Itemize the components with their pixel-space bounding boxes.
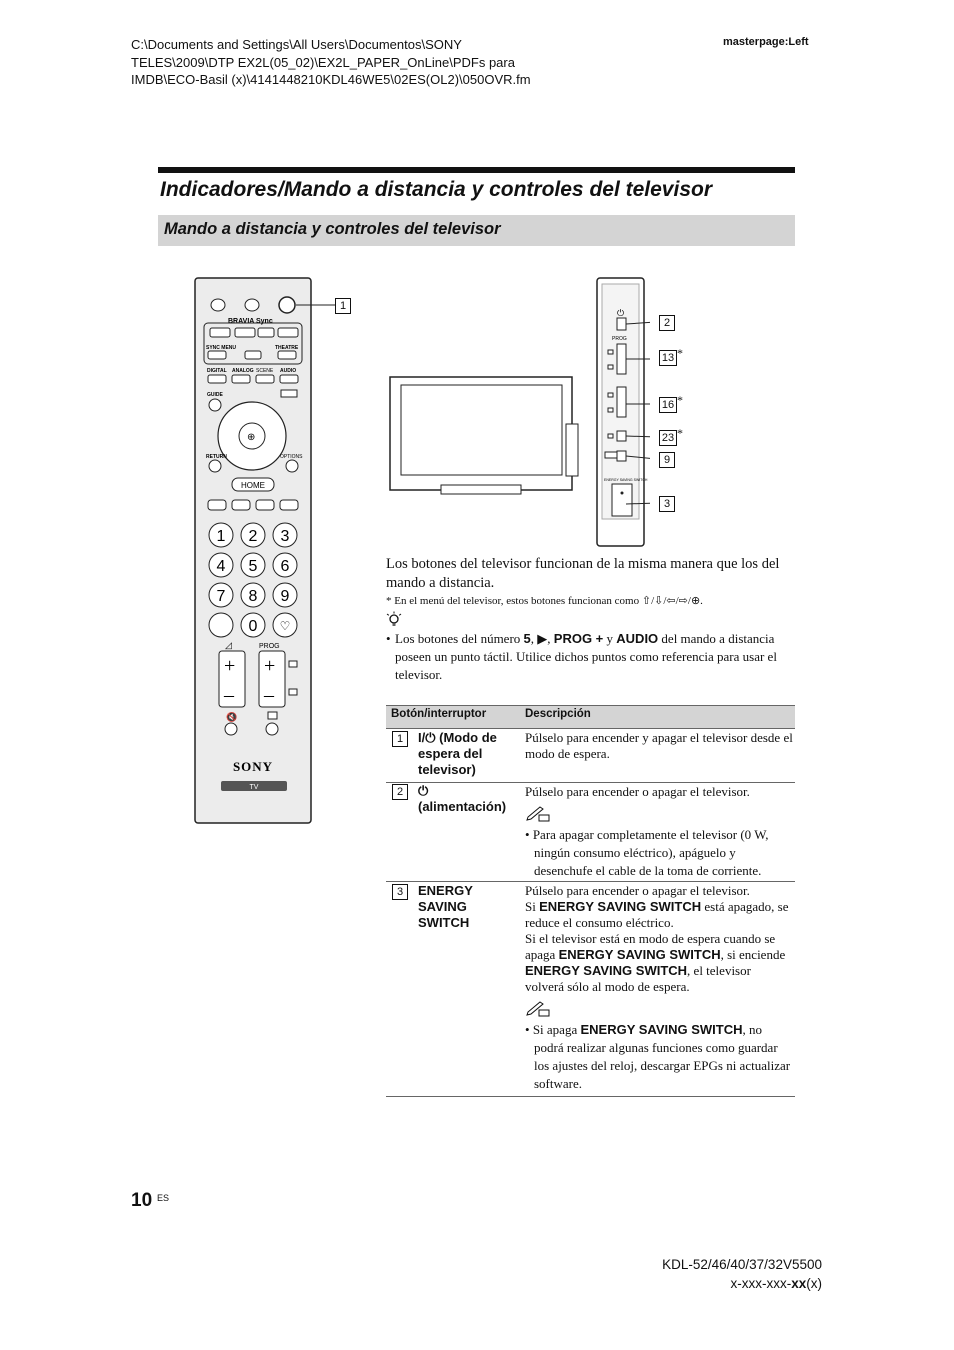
scene-label: SCENE	[256, 368, 274, 374]
desc-part: Si	[525, 899, 540, 914]
green-button	[232, 500, 250, 510]
section-title: Mando a distancia y controles del televisor	[164, 220, 501, 238]
scene-button	[256, 375, 274, 383]
file-path-line: C:\Documents and Settings\All Users\Documentos\SONY	[131, 37, 462, 52]
digit-label: 1	[216, 528, 226, 545]
prog-label: PROG	[259, 643, 280, 650]
button-name: I/⏻ (Modo de espera del televisor)	[418, 730, 497, 777]
title-rule	[158, 167, 795, 173]
tv-side-highlight	[566, 424, 578, 476]
theatre-label: THEATRE	[275, 345, 299, 351]
table-row	[525, 784, 793, 880]
doc-code-part: x-xxx-xxx-	[730, 1276, 792, 1291]
tv-screen	[401, 385, 562, 475]
masterpage-label: masterpage:Left	[723, 36, 809, 48]
desc-bold: ENERGY SAVING SWITCH	[558, 947, 721, 962]
table-row	[525, 883, 793, 1093]
standby-button	[279, 297, 295, 313]
remote-control-illustration	[190, 275, 370, 827]
return-label: RETURN	[206, 454, 227, 460]
callout-23: 23	[659, 430, 677, 446]
info-button	[281, 390, 297, 397]
description: Púlselo para encender o apagar el televisor.	[525, 883, 750, 898]
digit-label: 3	[280, 528, 290, 545]
digital-button	[208, 375, 226, 383]
column-header: Botón/interruptor	[391, 708, 487, 720]
minus-icon: –	[264, 684, 274, 706]
file-path	[131, 36, 691, 89]
digit-label: 2	[248, 528, 258, 545]
digit-label: 9	[280, 588, 290, 605]
theatre-button	[278, 351, 296, 359]
asterisk: *	[677, 393, 683, 407]
panel-icon	[608, 393, 613, 397]
tip-text-part: Los botones del número	[395, 631, 524, 646]
callout-2: 2	[659, 315, 675, 331]
play-icon: ▶	[537, 631, 548, 646]
plus-icon: +	[264, 655, 276, 677]
stop-button	[245, 351, 261, 359]
intro-text: Los botones del televisor funcionan de la misma manera que los del mando a distancia.	[386, 556, 780, 591]
doc-code-bold: xx	[791, 1276, 807, 1291]
panel-icon	[608, 365, 613, 369]
guide-button	[209, 399, 221, 411]
rewind-button	[210, 328, 230, 337]
panel-icon	[608, 350, 613, 354]
callout-3: 3	[659, 496, 675, 512]
model-number: KDL-52/46/40/37/32V5500	[662, 1257, 822, 1272]
input-button	[617, 431, 626, 441]
mute-icon: 🔇	[226, 712, 238, 722]
power-icon: ⏻	[418, 783, 429, 798]
volume-icon: ◿	[225, 640, 232, 650]
bravia-sync-label: BRAVIA Sync	[228, 318, 273, 325]
note-pencil-icon	[525, 1001, 551, 1017]
volume-rocker	[617, 387, 626, 417]
file-path-line: IMDB\ECO-Basil (x)\4141448210KDL46WE5\02ES(OL2)\050OVR.fm	[131, 72, 531, 87]
sony-logo: SONY	[232, 759, 274, 774]
analog-label: ANALOG	[232, 368, 254, 374]
guide-label: GUIDE	[207, 392, 223, 398]
row-divider	[386, 881, 795, 882]
panel-prog-label: PROG	[612, 336, 627, 342]
plus-icon: +	[224, 655, 236, 677]
heart-icon: ♡	[279, 619, 291, 633]
row-number: 2	[392, 784, 408, 800]
lightbulb-icon	[386, 611, 402, 629]
digit-label: 7	[216, 588, 226, 605]
remote-body	[195, 278, 311, 823]
tip-text-part: ,	[547, 631, 554, 646]
play-button	[235, 328, 255, 337]
minus-icon: –	[224, 684, 234, 706]
button-name	[418, 783, 518, 815]
teletext-list-button	[209, 613, 233, 637]
tip-bold: PROG +	[553, 631, 604, 646]
note: • Si apaga ENERGY SAVING SWITCH, no podrá realizar algunas funciones como guardar los ajustes del reloj, descargar EPGs ni actualizar software.	[525, 1022, 791, 1091]
button-name: ENERGY SAVING SWITCH	[418, 883, 473, 930]
prog-rocker	[617, 344, 626, 374]
tip-text-part: y	[603, 631, 617, 646]
description	[525, 931, 793, 995]
note-bold: ENERGY SAVING SWITCH	[580, 1022, 743, 1037]
note-text: , no podrá realizar algunas funciones como guardar los ajustes del reloj, descargar EPGs ni actualizar software.	[534, 1022, 791, 1091]
forward-button	[278, 328, 298, 337]
text-icon	[268, 712, 277, 719]
digit-label: 8	[248, 588, 258, 605]
row-number: 3	[392, 884, 408, 900]
return-button	[209, 460, 221, 472]
note-text: Si apaga	[532, 1022, 581, 1037]
tip-text	[386, 630, 786, 684]
bullet: •	[386, 631, 391, 646]
energy-switch-label: ENERGY SAVING SWITCH	[604, 478, 648, 482]
panel-icon	[608, 408, 613, 412]
options-button	[286, 460, 298, 472]
energy-switch	[612, 484, 632, 516]
audio-label: AUDIO	[280, 368, 297, 374]
file-path-line: TELES\2009\DTP EX2L(05_02)\EX2L_PAPER_OnLine\PDFs para	[131, 54, 515, 70]
digital-label: DIGITAL	[207, 368, 227, 374]
desc-bold: ENERGY SAVING SWITCH	[539, 899, 702, 914]
doc-code-part: (x)	[806, 1276, 822, 1291]
note: • Para apagar completamente el televisor (0 W, ningún consumo eléctrico), apáguelo y desenchufe el cable de la toma de corriente.	[525, 827, 769, 878]
callout-9: 9	[659, 452, 675, 468]
blue-button	[280, 500, 298, 510]
column-header: Descripción	[525, 708, 591, 720]
desc-part: , el televisor volverá sólo al modo de espera.	[525, 963, 751, 994]
table-row	[525, 730, 793, 762]
asterisk: *	[677, 426, 683, 440]
pause-button	[258, 328, 274, 337]
digit-label: 0	[248, 618, 258, 635]
tip-text-part: ,	[530, 631, 538, 646]
digit-label: 4	[216, 558, 226, 575]
analog-button	[232, 375, 250, 383]
desc-bold: ENERGY SAVING SWITCH	[525, 963, 688, 978]
home-icon	[605, 452, 617, 458]
callout-16: 16	[659, 397, 677, 413]
callout-1: 1	[335, 298, 351, 314]
tv-illustration	[386, 372, 581, 497]
page-number: 10	[131, 1190, 153, 1211]
desc-part: , si enciende	[720, 947, 786, 962]
power-icon: ⏻	[617, 308, 625, 318]
tip-text-part: del mando a distancia poseen un punto táctil. Utilice dichos puntos como referencia para usar el televisor.	[395, 631, 777, 682]
digit-label: 5	[248, 558, 258, 575]
options-label: OPTIONS	[280, 454, 303, 460]
page-title: Indicadores/Mando a distancia y controles del televisor	[160, 178, 712, 201]
home-label: HOME	[241, 481, 265, 490]
tv-label: TV	[249, 784, 259, 791]
document-code	[730, 1276, 822, 1291]
home-button	[617, 451, 626, 461]
tv-side-panel	[590, 274, 650, 550]
subtitle-icon	[289, 661, 297, 667]
description: Púlselo para encender y apagar el televisor desde el modo de espera.	[525, 730, 793, 761]
button-name-text: (alimentación)	[418, 799, 507, 814]
yellow-button	[256, 500, 274, 510]
switch-dot	[621, 492, 624, 495]
panel-icon	[608, 434, 613, 438]
teletext-button	[245, 299, 259, 311]
table-bottom-rule	[386, 1096, 795, 1097]
tv-stand	[441, 485, 521, 494]
description: Púlselo para encender o apagar el televisor.	[525, 784, 750, 799]
asterisk: *	[677, 346, 683, 360]
text-button	[266, 723, 278, 735]
sync-menu-label: SYNC MENU	[206, 345, 237, 351]
ok-icon: ⊕	[247, 432, 256, 443]
digit-label: 6	[280, 558, 290, 575]
input-button	[211, 299, 225, 311]
page-language: ES	[157, 1193, 170, 1203]
callout-13: 13	[659, 350, 677, 366]
mute-button	[225, 723, 237, 735]
desc-part: está apagado, se reduce el consumo eléctrico.	[525, 899, 789, 930]
note-pencil-icon	[525, 806, 551, 822]
channel-icon	[289, 689, 297, 695]
sync-menu-button	[208, 351, 226, 359]
description	[525, 899, 793, 931]
tip-bold: AUDIO	[616, 631, 659, 646]
row-number: 1	[392, 731, 408, 747]
audio-button	[280, 375, 298, 383]
red-button	[208, 500, 226, 510]
desc-part: Si el televisor está en modo de espera cuando se apaga	[525, 931, 776, 962]
power-button	[617, 318, 626, 330]
note-text: Para apagar completamente el televisor (0 W, ningún consumo eléctrico), apáguelo y desenchufe el cable de la toma de corriente.	[532, 827, 769, 878]
footnote: * En el menú del televisor, estos botones funcionan como ⇧/⇩/⇦/⇨/⊕.	[386, 595, 703, 607]
tip-bold: 5	[523, 631, 531, 646]
